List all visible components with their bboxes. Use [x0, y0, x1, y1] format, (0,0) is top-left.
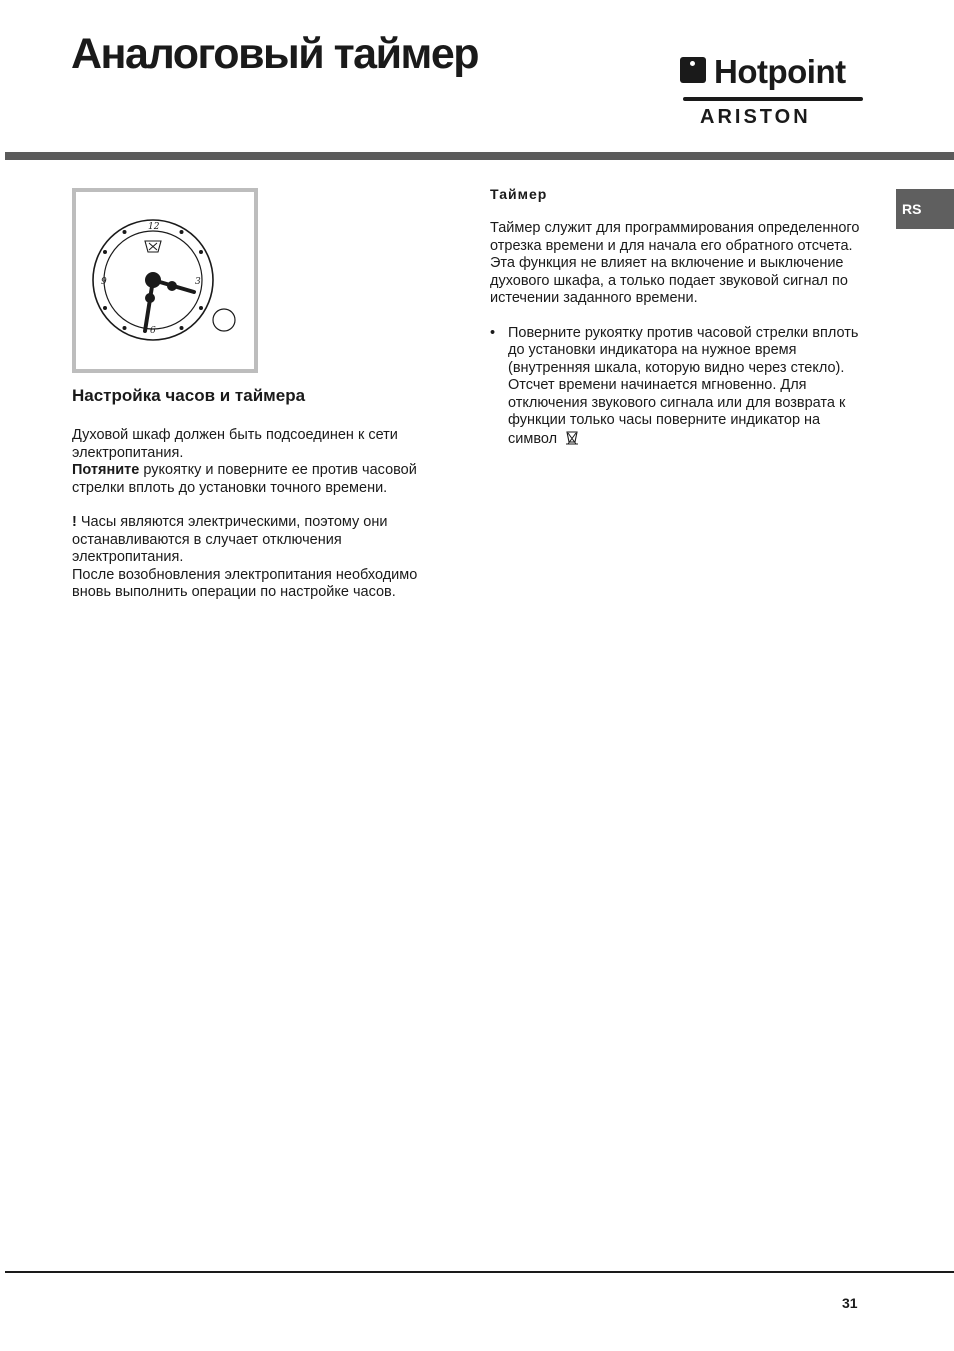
- bell-crossed-icon: [565, 430, 579, 446]
- clock-setup-text: [72, 427, 452, 602]
- warning-text: Часы являются электрическими, поэтому они останавливаются в случает отключения электропитания.: [72, 514, 388, 565]
- page-title: Аналоговый таймер: [71, 30, 478, 78]
- hand-pivot: [145, 272, 161, 288]
- bell-crossed-icon: [145, 241, 161, 252]
- clock-figure: [72, 188, 258, 373]
- dial-label-3: 3: [195, 277, 201, 287]
- section-heading-clock-setup: Настройка часов и таймера: [72, 386, 306, 405]
- clock-hands: [145, 272, 194, 331]
- hand-counterweight-right: [167, 281, 177, 291]
- timer-instruction-text: Поверните рукоятку против часовой стрелки вплоть до установки индикатора на нужное время (внутренняя шкала, которую видно через стекло). Отсчет времени начинается мгновенно. Для отключения звукового сигнала или для возврата к функции только часы поверните индикатор на символ: [508, 324, 859, 447]
- timer-section: [490, 186, 870, 448]
- dial-label-9: 9: [101, 277, 107, 287]
- hand-counterweight-bottom: [145, 293, 155, 303]
- brand-name-hotpoint: Hotpoint: [714, 53, 846, 90]
- brand-name-ariston: ARISTON: [700, 106, 811, 128]
- hotpoint-logo-icon: [680, 57, 706, 83]
- bullet-icon: •: [490, 324, 496, 341]
- warning-icon: !: [72, 514, 77, 530]
- dial-label-6: 6: [150, 326, 156, 336]
- timer-knob: [213, 309, 235, 331]
- dial-label-12: 12: [148, 222, 160, 232]
- language-tab: RS: [896, 189, 954, 229]
- section-heading-timer: Таймер: [490, 186, 548, 202]
- timer-description: Таймер служит для программирования определенного отрезка времени и для начала его обратного отсчета. Эта функция не влияет на включение и выключение духового шкафа, а только подает звуковой сигнал по истечении заданного времени.: [490, 220, 860, 306]
- pull-knob-instruction: [72, 462, 452, 497]
- clock-dial-illustration: [76, 192, 254, 369]
- warning-note: [72, 514, 452, 567]
- header-divider-bar: [5, 152, 954, 160]
- pull-keyword: Потяните: [72, 462, 140, 478]
- page-number: 31: [842, 1295, 858, 1311]
- footer-divider: [5, 1271, 954, 1273]
- timer-instruction-bullet: [490, 325, 870, 449]
- brand-logo: [680, 52, 865, 132]
- pull-instruction-rest: рукоятку и поверните ее против часовой стрелки вплоть до установки точного времени.: [72, 462, 417, 496]
- power-connection-note: Духовой шкаф должен быть подсоединен к сети электропитания.: [72, 427, 398, 461]
- logo-divider: [683, 97, 863, 101]
- reset-after-power-note: После возобновления электропитания необходимо вновь выполнить операции по настройке часов.: [72, 566, 418, 600]
